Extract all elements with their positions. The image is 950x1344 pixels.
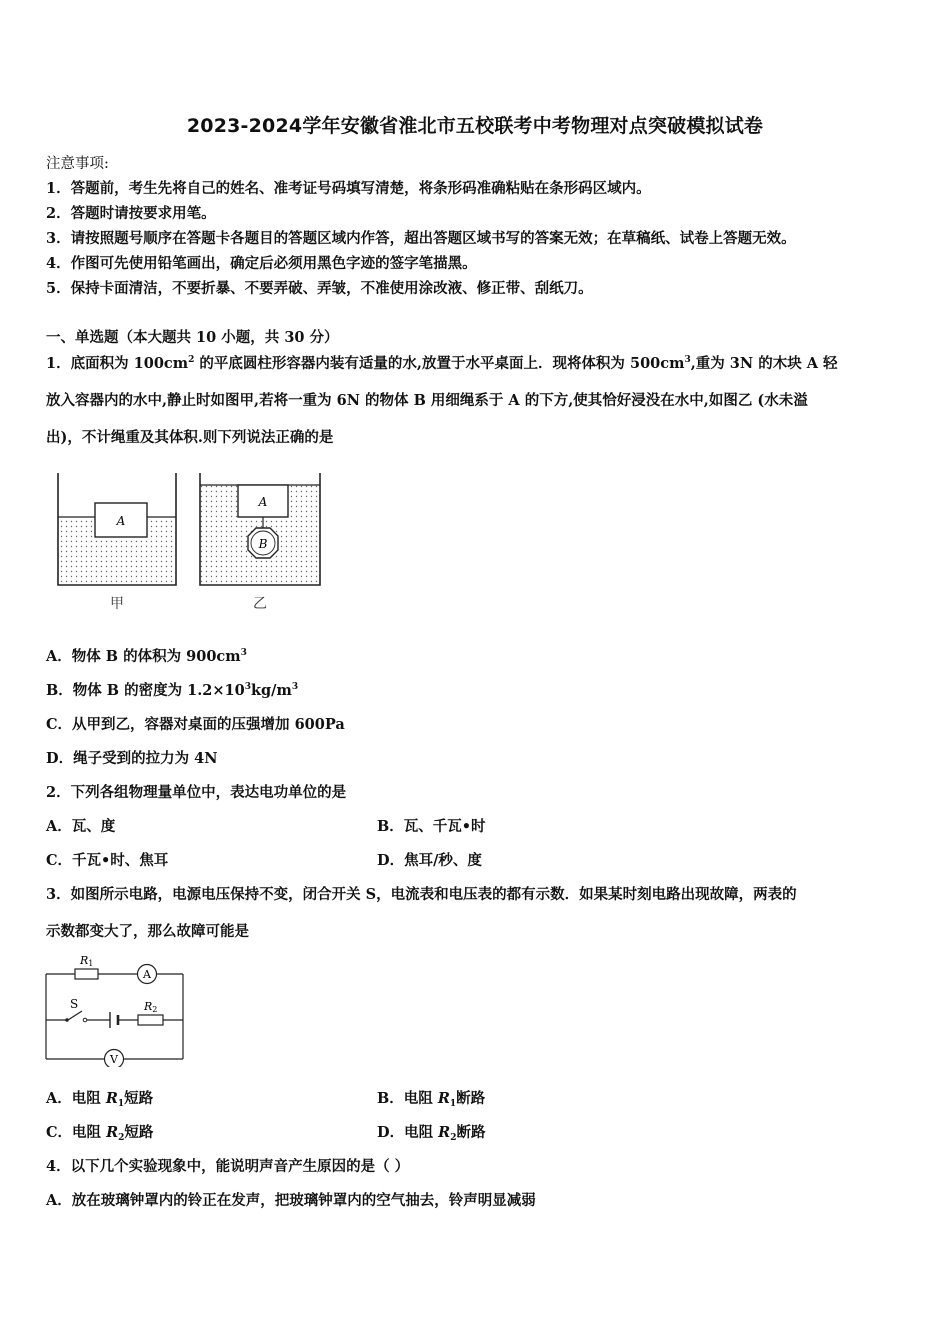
notice-item: 5．保持卡面清洁，不要折暴、不要弄破、弄皱，不准使用涂改液、修正带、刮纸刀。 <box>46 280 593 297</box>
q2-option-d: D．焦耳/秒、度 <box>377 852 482 869</box>
container-yi <box>200 473 320 585</box>
q4-stem: 4．以下几个实验现象中，能说明声音产生原因的是（ ） <box>46 1158 410 1175</box>
q1-option-a: A．物体 B 的体积为 $900cm^3$ <box>46 648 247 665</box>
notice-heading: 注意事项: <box>46 156 109 172</box>
resistor-r1 <box>75 969 98 979</box>
q3-stem-line2: 示数都变大了，那么故障可能是 <box>46 923 249 940</box>
switch-contact <box>83 1018 87 1022</box>
block-a-label: A <box>116 514 126 528</box>
resistor-r2-label: R2 <box>144 1000 158 1014</box>
voltmeter-label: V <box>110 1053 118 1066</box>
q1-stem-line3: 出)，不计绳重及其体积.则下列说法正确的是 <box>46 429 334 446</box>
container-jia <box>58 473 176 585</box>
switch-pivot <box>65 1018 69 1022</box>
ammeter-label: A <box>143 968 151 981</box>
resistor-r1-label: R1 <box>80 954 94 968</box>
q2-option-b: B．瓦、千瓦•时 <box>377 818 486 835</box>
q2-option-c: C．千瓦•时、焦耳 <box>46 852 169 869</box>
q1-option-c: C．从甲到乙，容器对桌面的压强增加 600Pa <box>46 716 345 733</box>
q3-stem-line1: 3．如图所示电路，电源电压保持不变，闭合开关 S，电流表和电压表的都有示数．如果某时刻电路出现故障，两表的 <box>46 886 797 903</box>
q1-option-d: D．绳子受到的拉力为 4N <box>46 750 218 767</box>
exam-title: 2023-2024学年安徽省淮北市五校联考中考物理对点突破模拟试卷 <box>186 115 764 137</box>
q3-circuit-diagram <box>40 952 190 1067</box>
q1-figure <box>50 470 335 615</box>
q2-stem: 2．下列各组物理量单位中，表达电功单位的是 <box>46 784 347 801</box>
caption-yi: 乙 <box>253 596 267 612</box>
q1-stem-line1: 1．底面积为 $100cm^2$ 的平底圆柱形容器内装有适量的水,放置于水平桌面上．现将体积为 $500cm^3$,重为 3N 的木块 A 轻 <box>46 355 838 372</box>
q2-option-a: A．瓦、度 <box>46 818 116 835</box>
notice-item: 2．答题时请按要求用笔。 <box>46 205 216 222</box>
q1-option-b: B．物体 B 的密度为 $1.2\times 10^3kg/m^3$ <box>46 682 299 699</box>
q3-option-b: B．电阻 $R_1$断路 <box>377 1090 486 1109</box>
caption-jia: 甲 <box>110 596 124 612</box>
q3-option-a: A．电阻 $R_1$短路 <box>46 1090 154 1109</box>
notice-item: 1．答题前，考生先将自己的姓名、准考证号码填写清楚，将条形码准确粘贴在条形码区域内。 <box>46 180 651 197</box>
switch-label: S <box>70 997 79 1011</box>
q4-option-a: A．放在玻璃钟罩内的铃正在发声，把玻璃钟罩内的空气抽去，铃声明显减弱 <box>46 1192 536 1209</box>
q3-option-d: D．电阻 $R_2$断路 <box>377 1124 486 1143</box>
q3-option-c: C．电阻 $R_2$短路 <box>46 1124 154 1143</box>
notice-item: 4．作图可先使用铅笔画出，确定后必须用黑色字迹的签字笔描黑。 <box>46 255 477 272</box>
q1-stem-line2: 放入容器内的水中,静止时如图甲,若将一重为 6N 的物体 B 用细绳系于 A 的下方,使其恰好浸没在水中,如图乙 (水未溢 <box>46 392 808 409</box>
object-b-label: B <box>258 537 268 551</box>
notice-item: 3．请按照题号顺序在答题卡各题目的答题区域内作答，超出答题区域书写的答案无效；在草稿纸、试卷上答题无效。 <box>46 230 796 247</box>
section-heading: 一、单选题（本大题共 10 小题，共 30 分） <box>46 329 339 346</box>
block-a-label: A <box>258 495 268 509</box>
resistor-r2 <box>138 1015 163 1025</box>
